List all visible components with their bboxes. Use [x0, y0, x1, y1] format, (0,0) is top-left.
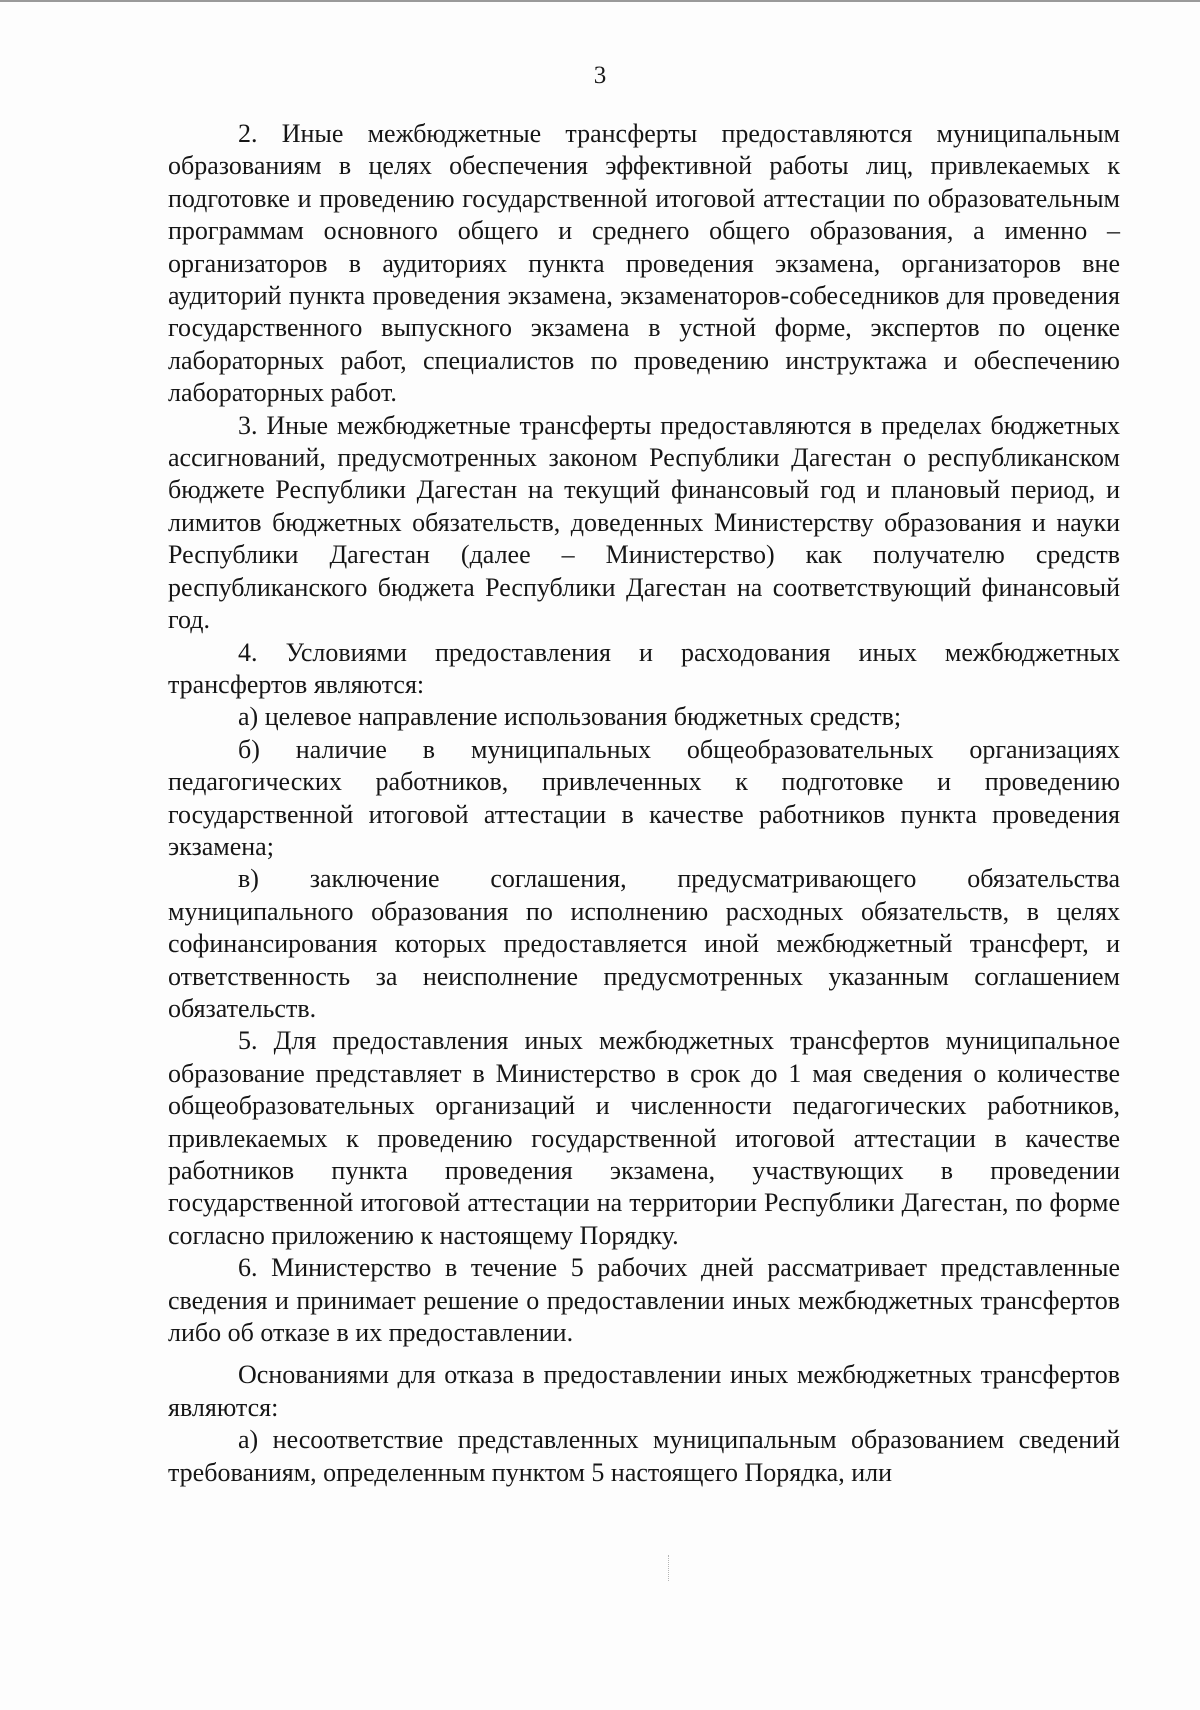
paragraph-6: 6. Министерство в течение 5 рабочих дней рассматривает представленные сведения и принимает решение о предоставлении иных межбюджетных трансфертов либо об отказе в их предоставлении.	[168, 1253, 1120, 1348]
paragraph-refusal-grounds: Основаниями для отказа в предоставлении иных межбюджетных трансфертов являются:	[168, 1360, 1120, 1422]
document-body	[168, 118, 1120, 1489]
paragraph-5: 5. Для предоставления иных межбюджетных трансфертов муниципальное образование представляет в Министерство в срок до 1 мая сведения о количестве общеобразовательных организаций и численности педагогических работников, привлекаемых к проведению государственной итоговой аттестации в качестве работников пункта проведения экзамена, участвующих в проведении государственной итоговой аттестации на территории Республики Дагестан, по форме согласно приложению к настоящему Порядку.	[168, 1026, 1120, 1250]
paragraph-4-item-a: а) целевое направление использования бюджетных средств;	[238, 702, 902, 732]
scan-artifact	[668, 1555, 670, 1581]
paragraph-4-item-v: в) заключение соглашения, предусматривающего обязательства муниципального образования по исполнению расходных обязательств, в целях софинансирования которых предоставляется иной межбюджетный трансферт, и ответственность за неисполнение предусмотренных указанным соглашением обязательств.	[168, 864, 1120, 1023]
paragraph-refusal-item-a: а) несоответствие представленных муниципальным образованием сведений требованиям, определенным пунктом 5 настоящего Порядка, или	[168, 1425, 1120, 1487]
scan-top-edge	[0, 0, 1200, 2]
paragraph-2: 2. Иные межбюджетные трансферты предоставляются муниципальным образованиям в целях обеспечения эффективной работы лиц, привлекаемых к подготовке и проведению государственной итоговой аттестации по образовательным программам основного общего и среднего общего образования, а именно – организаторов в аудиториях пункта проведения экзамена, организаторов вне аудиторий пункта проведения экзамена, экзаменаторов-собеседников для проведения государственного выпускного экзамена в устной форме, экспертов по оценке лабораторных работ, специалистов по проведению инструктажа и обеспечению лабораторных работ.	[168, 119, 1120, 408]
paragraph-4-item-b: б) наличие в муниципальных общеобразовательных организациях педагогических работников, привлеченных к подготовке и проведению государственной итоговой аттестации в качестве работников пункта проведения экзамена;	[168, 734, 1120, 861]
paragraph-3: 3. Иные межбюджетные трансферты предоставляются в пределах бюджетных ассигнований, предусмотренных законом Республики Дагестан о республиканском бюджете Республики Дагестан на текущий финансовый год и плановый период, и лимитов бюджетных обязательств, доведенных Министерству образования и науки Республики Дагестан (далее – Министерство) как получателю средств республиканского бюджета Республики Дагестан на соответствующий финансовый год.	[168, 410, 1120, 635]
paragraph-4: 4. Условиями предоставления и расходования иных межбюджетных трансфертов являются:	[168, 637, 1120, 699]
page-number: 3	[593, 62, 607, 89]
